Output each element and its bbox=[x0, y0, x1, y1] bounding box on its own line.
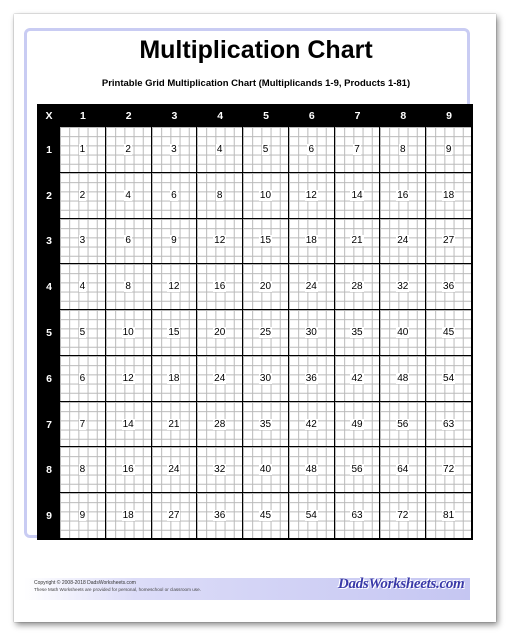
product-value: 14 bbox=[351, 189, 363, 201]
product-value: 14 bbox=[122, 418, 134, 430]
product-value: 8 bbox=[216, 189, 223, 201]
product-value: 32 bbox=[214, 464, 226, 476]
product-value: 2 bbox=[79, 189, 86, 201]
product-value: 24 bbox=[214, 372, 226, 384]
product-value: 15 bbox=[259, 235, 272, 247]
product-value: 16 bbox=[397, 189, 409, 201]
column-header: 4 bbox=[197, 105, 243, 127]
product-value: 36 bbox=[305, 372, 317, 384]
column-header: 2 bbox=[106, 105, 152, 127]
product-cell bbox=[426, 493, 472, 539]
product-value: 1 bbox=[79, 143, 86, 155]
row-header: 3 bbox=[38, 219, 60, 265]
product-value: 16 bbox=[122, 464, 134, 476]
product-cell bbox=[106, 356, 152, 402]
product-cell bbox=[106, 219, 152, 265]
product-value: 6 bbox=[171, 189, 177, 201]
product-value: 40 bbox=[397, 326, 409, 338]
product-cell bbox=[152, 127, 198, 173]
product-value: 27 bbox=[168, 510, 180, 522]
product-cell bbox=[60, 402, 106, 448]
site-logo: DadsWorksheets.com bbox=[338, 576, 465, 592]
product-cell bbox=[60, 264, 106, 310]
column-header: 5 bbox=[243, 105, 289, 127]
product-cell bbox=[335, 264, 381, 310]
column-header: 8 bbox=[380, 105, 426, 127]
product-cell bbox=[289, 173, 335, 219]
product-cell bbox=[426, 127, 472, 173]
product-value: 4 bbox=[79, 281, 86, 293]
product-value: 6 bbox=[308, 143, 315, 155]
product-cell bbox=[243, 447, 289, 493]
product-cell bbox=[60, 310, 106, 356]
product-cell bbox=[380, 402, 426, 448]
product-cell bbox=[335, 493, 381, 539]
product-value: 54 bbox=[443, 372, 455, 384]
product-value: 35 bbox=[351, 326, 363, 338]
product-cell bbox=[152, 310, 198, 356]
product-value: 2 bbox=[125, 143, 131, 155]
product-value: 3 bbox=[171, 143, 177, 155]
product-cell bbox=[426, 402, 472, 448]
product-cell bbox=[243, 493, 289, 539]
product-value: 63 bbox=[351, 510, 363, 522]
product-value: 9 bbox=[445, 143, 452, 155]
product-cell bbox=[197, 219, 243, 265]
product-value: 63 bbox=[443, 418, 455, 430]
product-value: 8 bbox=[125, 281, 131, 293]
product-value: 21 bbox=[351, 235, 363, 247]
row-header: 8 bbox=[38, 447, 60, 493]
product-cell bbox=[380, 310, 426, 356]
product-cell bbox=[106, 447, 152, 493]
product-value: 25 bbox=[259, 326, 272, 338]
product-value: 12 bbox=[214, 235, 226, 247]
product-value: 49 bbox=[351, 418, 363, 430]
product-cell bbox=[380, 264, 426, 310]
product-value: 30 bbox=[305, 326, 317, 338]
product-cell bbox=[335, 447, 381, 493]
product-value: 36 bbox=[443, 281, 455, 293]
product-value: 12 bbox=[305, 189, 317, 201]
product-cell bbox=[60, 356, 106, 402]
column-header: 6 bbox=[289, 105, 335, 127]
product-cell bbox=[426, 219, 472, 265]
product-value: 56 bbox=[351, 464, 363, 476]
row-header: 1 bbox=[38, 127, 60, 173]
product-cell bbox=[426, 310, 472, 356]
product-value: 21 bbox=[168, 418, 180, 430]
product-cell bbox=[289, 219, 335, 265]
product-value: 4 bbox=[216, 143, 223, 155]
row-header: 4 bbox=[38, 264, 60, 310]
product-cell bbox=[60, 493, 106, 539]
product-cell bbox=[197, 493, 243, 539]
product-value: 32 bbox=[397, 281, 409, 293]
product-value: 24 bbox=[397, 235, 409, 247]
product-cell bbox=[152, 219, 198, 265]
product-value: 35 bbox=[259, 418, 272, 430]
product-cell bbox=[152, 402, 198, 448]
product-cell bbox=[335, 173, 381, 219]
product-cell bbox=[380, 447, 426, 493]
page-subtitle: Printable Grid Multiplication Chart (Multiplicands 1-9, Products 1-81) bbox=[101, 78, 411, 89]
corner-header: X bbox=[38, 105, 60, 127]
product-cell bbox=[289, 127, 335, 173]
product-value: 18 bbox=[305, 235, 317, 247]
product-cell bbox=[289, 356, 335, 402]
row-header: 2 bbox=[38, 173, 60, 219]
product-value: 48 bbox=[305, 464, 317, 476]
product-value: 20 bbox=[259, 281, 272, 293]
product-cell bbox=[335, 127, 381, 173]
product-cell bbox=[106, 127, 152, 173]
row-header: 5 bbox=[38, 310, 60, 356]
product-value: 7 bbox=[79, 418, 86, 430]
row-header: 6 bbox=[38, 356, 60, 402]
product-cell bbox=[380, 173, 426, 219]
product-cell bbox=[152, 173, 198, 219]
product-cell bbox=[106, 310, 152, 356]
disclaimer-text: These Math Worksheets are provided for personal, homeschool or classroom use. bbox=[34, 587, 201, 592]
product-value: 30 bbox=[259, 372, 272, 384]
page-title: Multiplication Chart bbox=[139, 36, 373, 64]
product-cell bbox=[243, 356, 289, 402]
product-cell bbox=[60, 127, 106, 173]
product-cell bbox=[289, 264, 335, 310]
row-header: 9 bbox=[38, 493, 60, 539]
product-value: 12 bbox=[122, 372, 134, 384]
product-value: 81 bbox=[443, 510, 455, 522]
product-value: 28 bbox=[351, 281, 363, 293]
product-cell bbox=[60, 447, 106, 493]
product-value: 9 bbox=[171, 235, 177, 247]
column-header: 3 bbox=[152, 105, 198, 127]
product-cell bbox=[60, 219, 106, 265]
product-cell bbox=[335, 356, 381, 402]
product-cell bbox=[106, 402, 152, 448]
product-cell bbox=[380, 493, 426, 539]
product-cell bbox=[243, 219, 289, 265]
product-cell bbox=[289, 447, 335, 493]
product-cell bbox=[243, 173, 289, 219]
copyright-text: Copyright © 2008-2018 DadsWorksheets.com bbox=[34, 580, 136, 586]
product-value: 24 bbox=[305, 281, 317, 293]
product-value: 36 bbox=[214, 510, 226, 522]
product-value: 72 bbox=[443, 464, 455, 476]
product-value: 18 bbox=[122, 510, 134, 522]
product-value: 18 bbox=[168, 372, 180, 384]
product-cell bbox=[289, 493, 335, 539]
product-cell bbox=[243, 402, 289, 448]
product-cell bbox=[426, 264, 472, 310]
product-cell bbox=[197, 310, 243, 356]
product-value: 5 bbox=[262, 143, 269, 155]
product-value: 3 bbox=[79, 235, 86, 247]
column-header: 1 bbox=[60, 105, 106, 127]
product-value: 12 bbox=[168, 281, 180, 293]
product-cell bbox=[152, 356, 198, 402]
product-cell bbox=[243, 127, 289, 173]
product-cell bbox=[380, 127, 426, 173]
product-value: 15 bbox=[168, 326, 180, 338]
product-value: 10 bbox=[122, 326, 134, 338]
product-cell bbox=[197, 356, 243, 402]
row-header: 7 bbox=[38, 402, 60, 448]
product-value: 42 bbox=[351, 372, 363, 384]
product-value: 54 bbox=[305, 510, 317, 522]
product-value: 9 bbox=[79, 510, 86, 522]
product-value: 6 bbox=[79, 372, 86, 384]
product-cell bbox=[152, 264, 198, 310]
product-value: 72 bbox=[397, 510, 409, 522]
product-cell bbox=[289, 402, 335, 448]
product-cell bbox=[426, 356, 472, 402]
product-value: 45 bbox=[443, 326, 455, 338]
product-cell bbox=[197, 264, 243, 310]
product-value: 24 bbox=[168, 464, 180, 476]
product-cell bbox=[335, 402, 381, 448]
product-cell bbox=[335, 219, 381, 265]
product-cell bbox=[289, 310, 335, 356]
product-value: 6 bbox=[125, 235, 131, 247]
product-value: 42 bbox=[305, 418, 317, 430]
product-cell bbox=[243, 264, 289, 310]
product-cell bbox=[426, 447, 472, 493]
multiplication-grid bbox=[37, 104, 473, 540]
product-cell bbox=[380, 219, 426, 265]
product-cell bbox=[197, 173, 243, 219]
column-header: 7 bbox=[335, 105, 381, 127]
product-cell bbox=[152, 447, 198, 493]
product-value: 48 bbox=[397, 372, 409, 384]
product-value: 64 bbox=[397, 464, 409, 476]
product-value: 10 bbox=[259, 189, 272, 201]
product-cell bbox=[152, 493, 198, 539]
column-header: 9 bbox=[426, 105, 472, 127]
product-cell bbox=[335, 310, 381, 356]
product-value: 27 bbox=[443, 235, 455, 247]
product-value: 45 bbox=[259, 510, 272, 522]
product-cell bbox=[426, 173, 472, 219]
product-value: 28 bbox=[214, 418, 226, 430]
product-value: 7 bbox=[354, 143, 360, 155]
product-cell bbox=[106, 493, 152, 539]
product-value: 4 bbox=[125, 189, 131, 201]
product-value: 56 bbox=[397, 418, 409, 430]
product-value: 16 bbox=[214, 281, 226, 293]
product-value: 8 bbox=[400, 143, 406, 155]
product-cell bbox=[243, 310, 289, 356]
product-value: 18 bbox=[443, 189, 455, 201]
product-cell bbox=[197, 447, 243, 493]
product-value: 20 bbox=[214, 326, 226, 338]
product-cell bbox=[380, 356, 426, 402]
product-cell bbox=[197, 127, 243, 173]
product-value: 40 bbox=[259, 464, 272, 476]
product-cell bbox=[106, 173, 152, 219]
product-cell bbox=[197, 402, 243, 448]
product-value: 8 bbox=[79, 464, 86, 476]
product-cell bbox=[106, 264, 152, 310]
product-value: 5 bbox=[79, 326, 86, 338]
product-cell bbox=[60, 173, 106, 219]
